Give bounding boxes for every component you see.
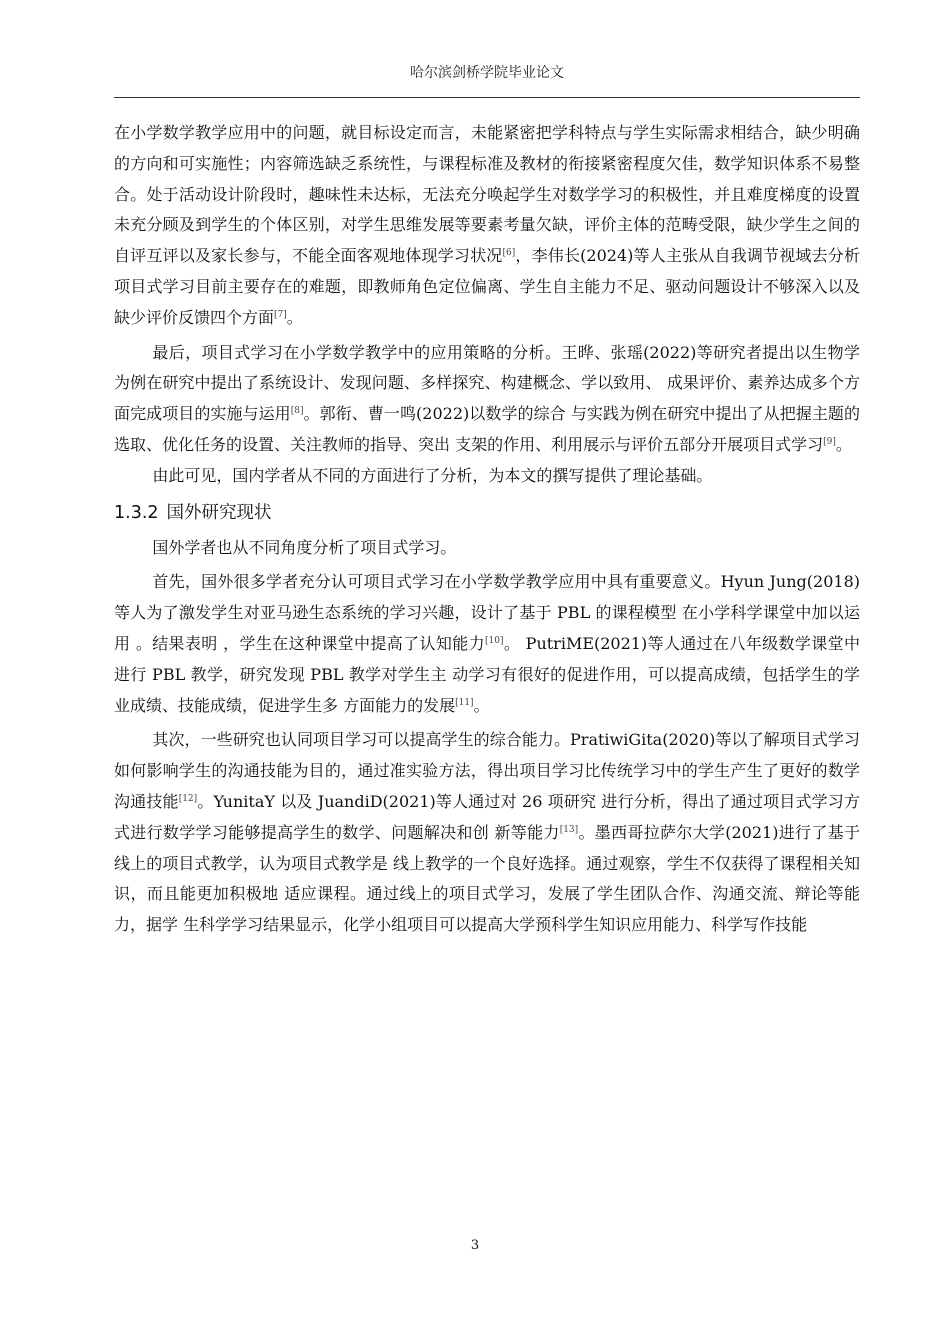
citation: [11] (455, 697, 474, 708)
citation: [7] (274, 309, 287, 320)
citation: [13] (559, 824, 579, 835)
citation: [12] (178, 793, 198, 804)
paragraph-2 (114, 338, 860, 461)
text-run: 。YunitaY 以及 JuandiD(2021)等人通过对 26 项研究 进行分析，得出了通过项目式学习方式进行数学学习能够提高学生的数学、问题解决和创 新等能力 (114, 791, 860, 842)
text-run: 。郭衔、曹一鸣(2022)以数学的综合 与实践为例在研究中提出了从把握主题的选取、优化任务的设置、关注教师的指导、突出 支架的作用、利用展示与评价五部分开展项目式学习 (114, 404, 860, 454)
paragraph-6 (114, 725, 860, 941)
header-divider (114, 97, 860, 98)
page-header: 哈尔滨剑桥学院毕业论文 (410, 65, 564, 81)
text-run: 在小学数学教学应用中的问题，就目标设定而言，未能紧密把学科特点与学生实际需求相结合，缺少明确的方向和可实施性；内容筛选缺乏系统性，与课程标准及教材的衔接紧密程度欠佳，数学知识体系不易整合。处于活动设计阶段时，趣味性未达标，无法充分唤起学生对数学学习的积极性，并且难度梯度的设置未充分顾及到学生的个体区别，对学生思维发展等要素考量欠缺，评价主体的范畴受限，缺少学生之间的自评互评以及家长参与，不能全面客观地体现学习状况 (114, 123, 860, 266)
text-run: 其次，一些研究也认同项目学习可以提高学生的综合能力。PratiwiGita(2020)等以了解项目式学习如何影响学生的沟通技能为目的，通过准实验方法，得出项目学习比传统学习中的学生产生了更好的数学沟通技能 (114, 730, 860, 811)
citation: [10] (485, 635, 504, 646)
section-heading (114, 498, 860, 528)
citation: [6] (502, 248, 516, 259)
text-run: 。 (473, 695, 490, 715)
text-run: 首先，国外很多学者充分认可项目式学习在小学数学教学应用中具有重要意义。Hyun Jung(2018)等人为了激发学生对亚马逊生态系统的学习兴趣，设计了基于 PBL 的课程模型 在小学科学课堂中加以运用 。结果表明 ，学生在这种课堂中提高了认知能力 (114, 572, 860, 653)
section-number: 1.3.2 (114, 502, 159, 523)
body-text (114, 118, 860, 941)
citation: [8] (290, 406, 304, 417)
paragraph-1 (114, 118, 860, 334)
text-run: 。 (835, 434, 852, 454)
paragraph-4: 国外学者也从不同角度分析了项目式学习。 (152, 537, 457, 557)
page-number: 3 (470, 1238, 480, 1253)
text-run: 。 (286, 307, 303, 327)
text-run: 最后，项目式学习在小学数学教学中的应用策略的分析。王晔、张瑶(2022)等研究者提出以生物学为例在研究中提出了系统设计、发现问题、多样探究、构建概念、学以致用、 成果评价、素养达成多个方面完成项目的实施与运用 (114, 342, 860, 424)
text-run: ，李伟长(2024)等人主张从自我调节视域去分析项目式学习目前主要存在的难题，即教师角色定位偏离、学生自主能力不足、驱动问题设计不够深入以及缺少评价反馈四个方面 (114, 246, 860, 327)
citation: [9] (823, 436, 836, 447)
paragraph-5 (114, 567, 860, 721)
text-run: 。 PutriME(2021)等人通过在八年级数学课堂中进行 PBL 教学，研究发现 PBL 教学对学生主 动学习有很好的促进作用，可以提高成绩，包括学生的学业成绩、技能成绩，促进学生多 方面能力的发展 (114, 633, 860, 715)
paragraph-3: 由此可见，国内学者从不同的方面进行了分析，为本文的撰写提供了理论基础。 (152, 465, 713, 485)
section-title: 国外研究现状 (166, 502, 272, 523)
text-run: 。墨西哥拉萨尔大学(2021)进行了基于线上的项目式教学，认为项目式教学是 线上教学的一个良好选择。通过观察，学生不仅获得了课程相关知识，而且能更加积极地 适应课程。通过线上的项目式学习，发展了学生团队合作、沟通交流、辩论等能力，据学 生科学学习结果显示，化学小组项目可以提高大学预科学生知识应用能力、科学写作技能 (114, 822, 860, 935)
